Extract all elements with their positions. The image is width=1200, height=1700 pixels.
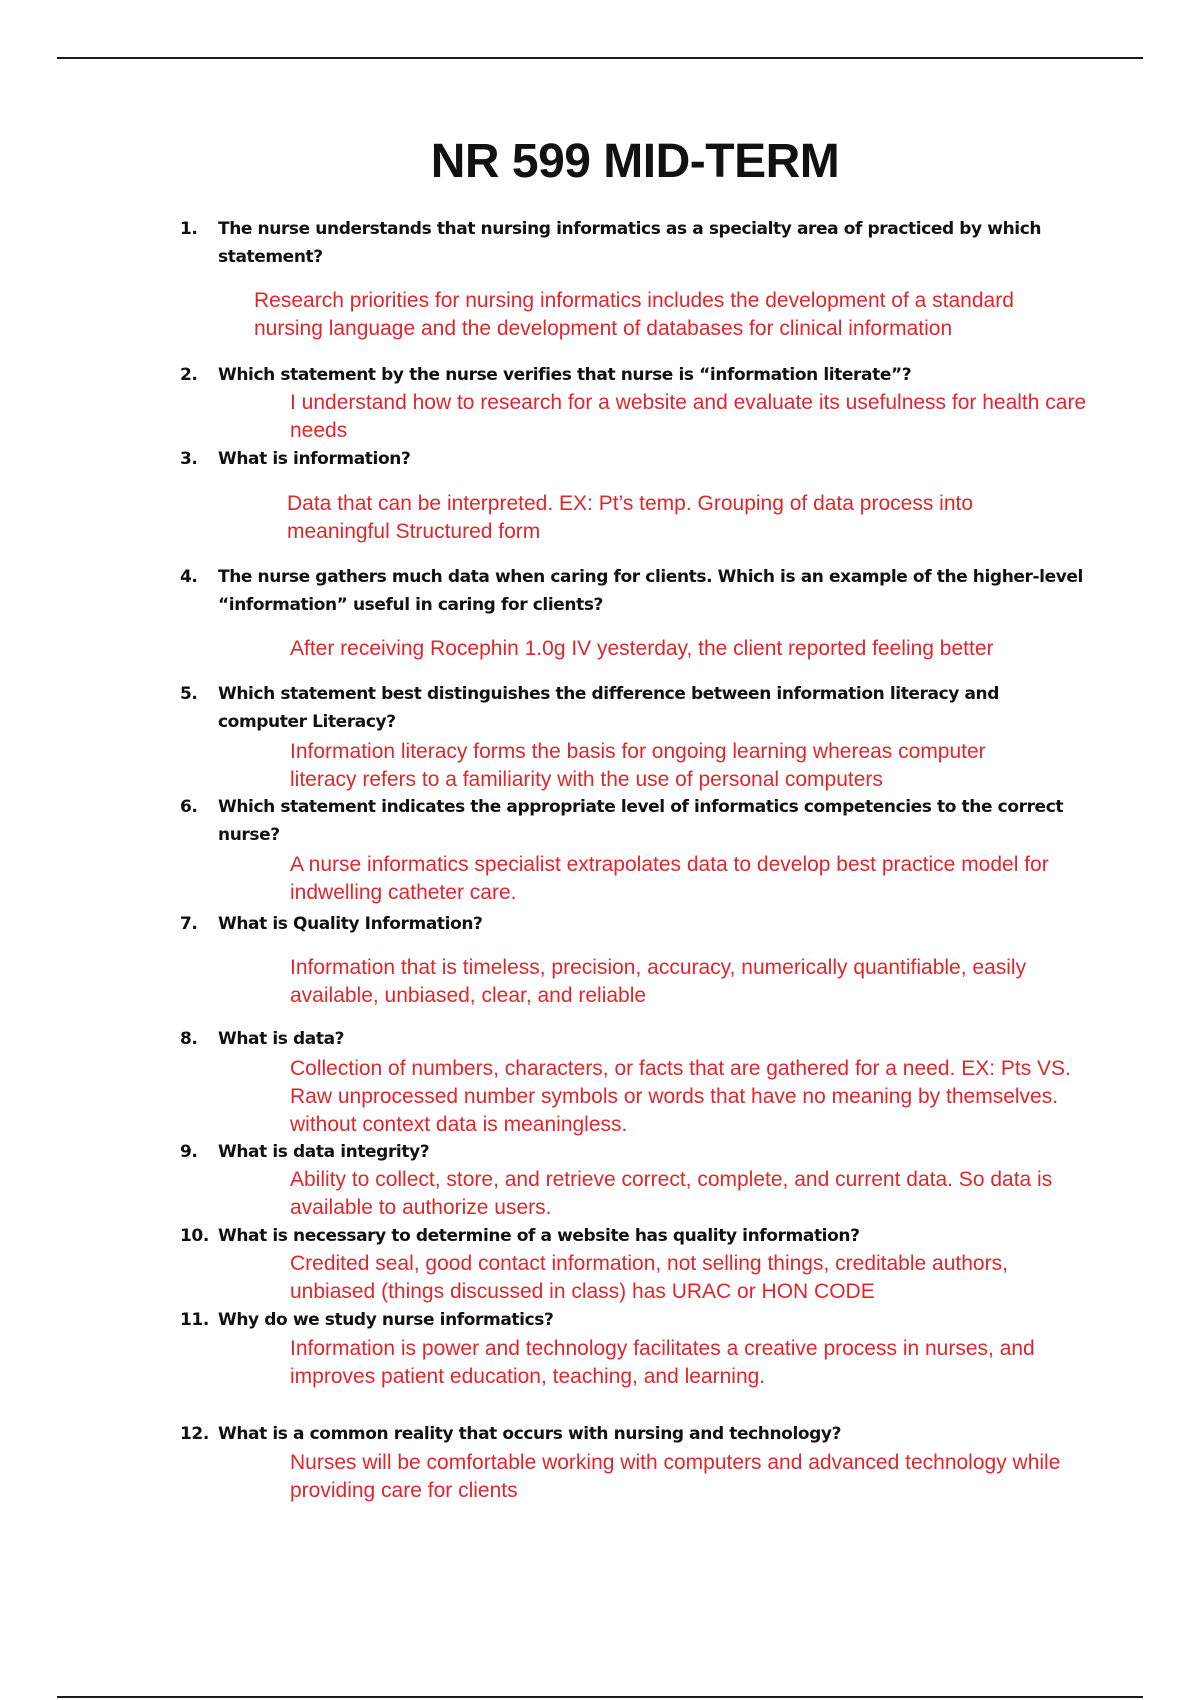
- question-6: [180, 793, 1085, 849]
- question-5: [180, 680, 1085, 736]
- question-text: What is Quality Information?: [218, 914, 483, 934]
- question-4: [180, 563, 1085, 619]
- answer-7: Information that is timeless, precision, accuracy, numerically quantifiable, easily available, unbiased, clear, and reliable: [290, 956, 1027, 1007]
- question-text: What is data integrity?: [218, 1142, 430, 1162]
- answer-1: Research priorities for nursing informatics includes the development of a standard nursing language and the development of databases for clinical information: [254, 289, 1014, 340]
- question-text: Which statement by the nurse verifies that nurse is “information literate”?: [218, 365, 912, 385]
- question-text: Why do we study nurse informatics?: [218, 1310, 554, 1330]
- answer-5: Information literacy forms the basis for ongoing learning whereas computer literacy refers to a familiarity with the use of personal computers: [290, 740, 986, 791]
- answer-12: Nurses will be comfortable working with computers and advanced technology while providing care for clients: [290, 1451, 1061, 1502]
- question-number: 6.: [180, 797, 198, 817]
- question-1: [180, 215, 1085, 271]
- answer-2: I understand how to research for a website and evaluate its usefulness for health care needs: [290, 391, 1087, 442]
- question-text: The nurse understands that nursing informatics as a specialty area of practiced by which statement?: [218, 219, 1042, 267]
- question-number: 8.: [180, 1029, 198, 1049]
- question-text: What is information?: [218, 449, 411, 469]
- question-text: Which statement best distinguishes the difference between information literacy and computer Literacy?: [218, 684, 1000, 732]
- question-number: 9.: [180, 1142, 198, 1162]
- answer-10: Credited seal, good contact information, not selling things, creditable authors, unbiased (things discussed in class) has URAC or HON CODE: [290, 1252, 1008, 1303]
- question-text: What is a common reality that occurs with nursing and technology?: [218, 1424, 842, 1444]
- answer-3: Data that can be interpreted. EX: Pt’s temp. Grouping of data process into meaningful Structured form: [287, 492, 974, 543]
- question-8: [180, 1025, 1085, 1053]
- question-number: 4.: [180, 567, 198, 587]
- question-10: [180, 1222, 1085, 1250]
- question-9: [180, 1138, 1085, 1166]
- question-7: [180, 910, 1085, 938]
- page-title: NR 599 MID-TERM: [430, 135, 840, 188]
- question-number: 5.: [180, 684, 198, 704]
- question-3: [180, 445, 1085, 473]
- question-number: 3.: [180, 449, 198, 469]
- question-number: 2.: [180, 365, 198, 385]
- top-rule: [57, 57, 1143, 59]
- answer-4: After receiving Rocephin 1.0g IV yesterday, the client reported feeling better: [290, 637, 994, 660]
- question-12: [180, 1420, 1085, 1448]
- question-text: The nurse gathers much data when caring for clients. Which is an example of the higher-level “information” useful in caring for clients?: [218, 567, 1083, 615]
- answer-8: Collection of numbers, characters, or facts that are gathered for a need. EX: Pts VS. Raw unprocessed number symbols or words that have no meaning by themselves. without context data is meaningless.: [290, 1057, 1071, 1136]
- question-text: What is necessary to determine of a website has quality information?: [218, 1226, 860, 1246]
- question-number: 7.: [180, 914, 198, 934]
- answer-9: Ability to collect, store, and retrieve correct, complete, and current data. So data is available to authorize users.: [290, 1168, 1053, 1219]
- question-text: Which statement indicates the appropriate level of informatics competencies to the correct nurse?: [218, 797, 1064, 845]
- bottom-rule: [57, 1696, 1143, 1698]
- question-number: 11.: [180, 1310, 209, 1330]
- question-number: 10.: [180, 1226, 209, 1246]
- answer-6: A nurse informatics specialist extrapolates data to develop best practice model for indwelling catheter care.: [290, 853, 1049, 904]
- question-text: What is data?: [218, 1029, 345, 1049]
- question-11: [180, 1306, 1085, 1334]
- question-number: 1.: [180, 219, 198, 239]
- question-2: [180, 361, 1085, 389]
- answer-11: Information is power and technology facilitates a creative process in nurses, and improves patient education, teaching, and learning.: [290, 1337, 1035, 1388]
- question-number: 12.: [180, 1424, 209, 1444]
